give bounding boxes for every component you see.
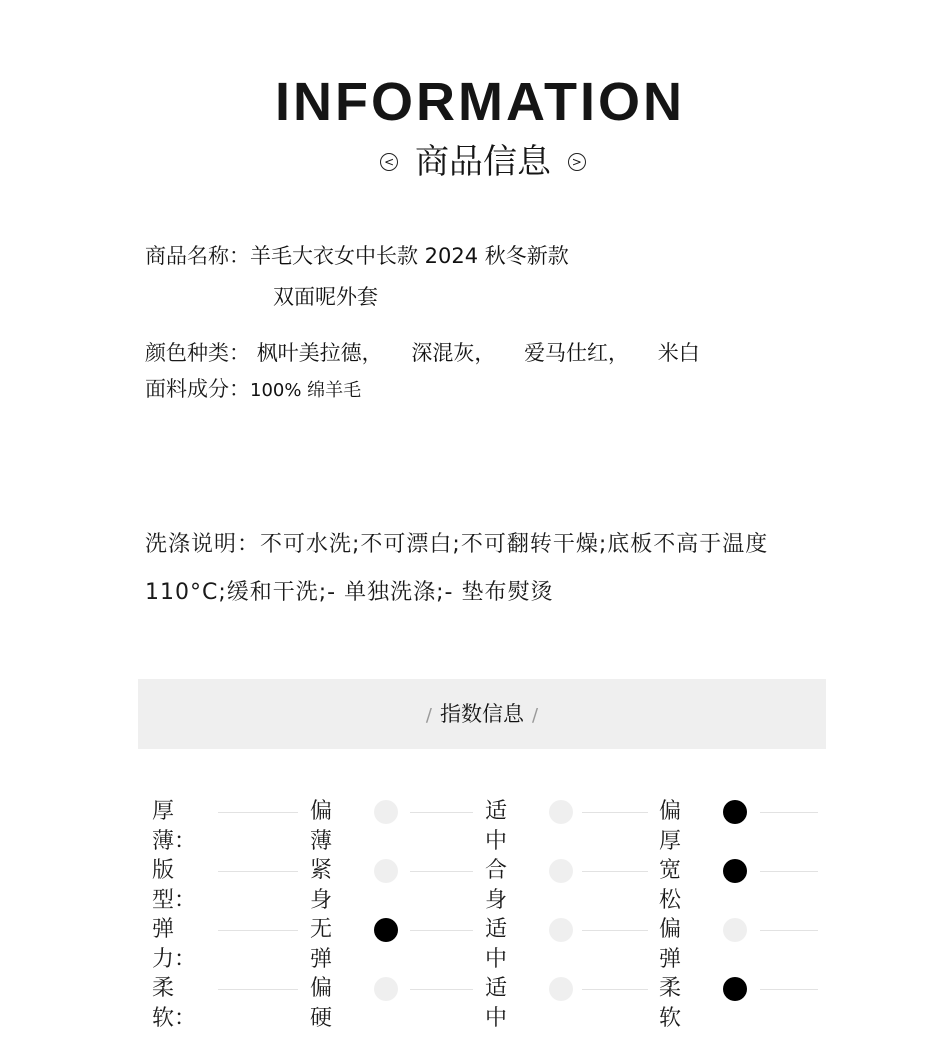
divider-line [582,812,648,813]
subtitle-text: 商品信息 [415,142,551,182]
index-option-label: 偏薄 [310,799,333,854]
index-banner-title: 指数信息 [440,702,524,726]
color-item: 枫叶美拉德， [256,341,383,365]
divider-line [410,812,473,813]
unselected-dot-indicator [374,859,398,883]
product-name-label: 商品名称： [145,244,250,268]
divider-line [582,871,648,872]
index-option-label: 偏厚 [659,799,682,854]
color-item: 深混灰， [411,341,496,365]
fabric-value: 100% 绵羊毛 [250,380,362,401]
divider-line [218,989,298,990]
product-name-value-2: 双面呢外套 [273,285,378,309]
index-label: 柔软： [152,976,197,1031]
unselected-dot-indicator [549,918,573,942]
index-label: 弹力： [152,917,197,972]
wash-instructions-line-1: 洗涤说明：不可水洗;不可漂白;不可翻转干燥;底板不高于温度 [145,532,769,557]
product-name-row-2 [273,282,378,312]
divider-line [582,989,648,990]
index-option-label: 适中 [485,917,508,972]
colors-label: 颜色种类： [145,341,250,365]
divider-line [760,989,818,990]
index-banner [138,679,826,749]
divider-line [760,812,818,813]
index-option-label: 柔软 [659,976,682,1031]
slash-decoration: / [532,705,539,726]
fabric-label: 面料成分： [145,377,250,401]
index-option-label: 合身 [485,858,508,913]
chevron-left-icon: < [380,153,398,171]
divider-line [410,989,473,990]
slash-decoration: / [425,705,432,726]
index-label: 厚薄： [152,799,197,854]
wash-instructions-line-2: 110°C;缓和干洗;- 单独洗涤;- 垫布熨烫 [145,580,554,605]
unselected-dot-indicator [549,859,573,883]
page-title: INFORMATION [275,72,685,132]
divider-line [410,871,473,872]
index-option-label: 适中 [485,976,508,1031]
chevron-right-icon: > [568,153,586,171]
selected-dot-indicator [723,800,747,824]
product-name-row [145,241,569,271]
index-option-label: 无弹 [310,917,333,972]
index-option-label: 偏弹 [659,917,682,972]
divider-line [760,871,818,872]
color-item: 爱马仕红， [524,341,630,365]
unselected-dot-indicator [374,977,398,1001]
divider-line [218,871,298,872]
divider-line [218,930,298,931]
index-label: 版型： [152,858,197,913]
divider-line [760,930,818,931]
divider-line [410,930,473,931]
page-subtitle [0,140,950,184]
divider-line [218,812,298,813]
fabric-row [145,374,361,406]
index-option-label: 适中 [485,799,508,854]
unselected-dot-indicator [549,800,573,824]
divider-line [582,930,648,931]
color-item: 米白 [657,341,700,365]
product-name-value: 羊毛大衣女中长款 2024 秋冬新款 [250,244,569,268]
index-option-label: 宽松 [659,858,682,913]
selected-dot-indicator [723,859,747,883]
unselected-dot-indicator [549,977,573,1001]
selected-dot-indicator [374,918,398,942]
unselected-dot-indicator [723,918,747,942]
unselected-dot-indicator [374,800,398,824]
colors-row [145,338,700,368]
selected-dot-indicator [723,977,747,1001]
index-option-label: 紧身 [310,858,333,913]
index-option-label: 偏硬 [310,976,333,1031]
